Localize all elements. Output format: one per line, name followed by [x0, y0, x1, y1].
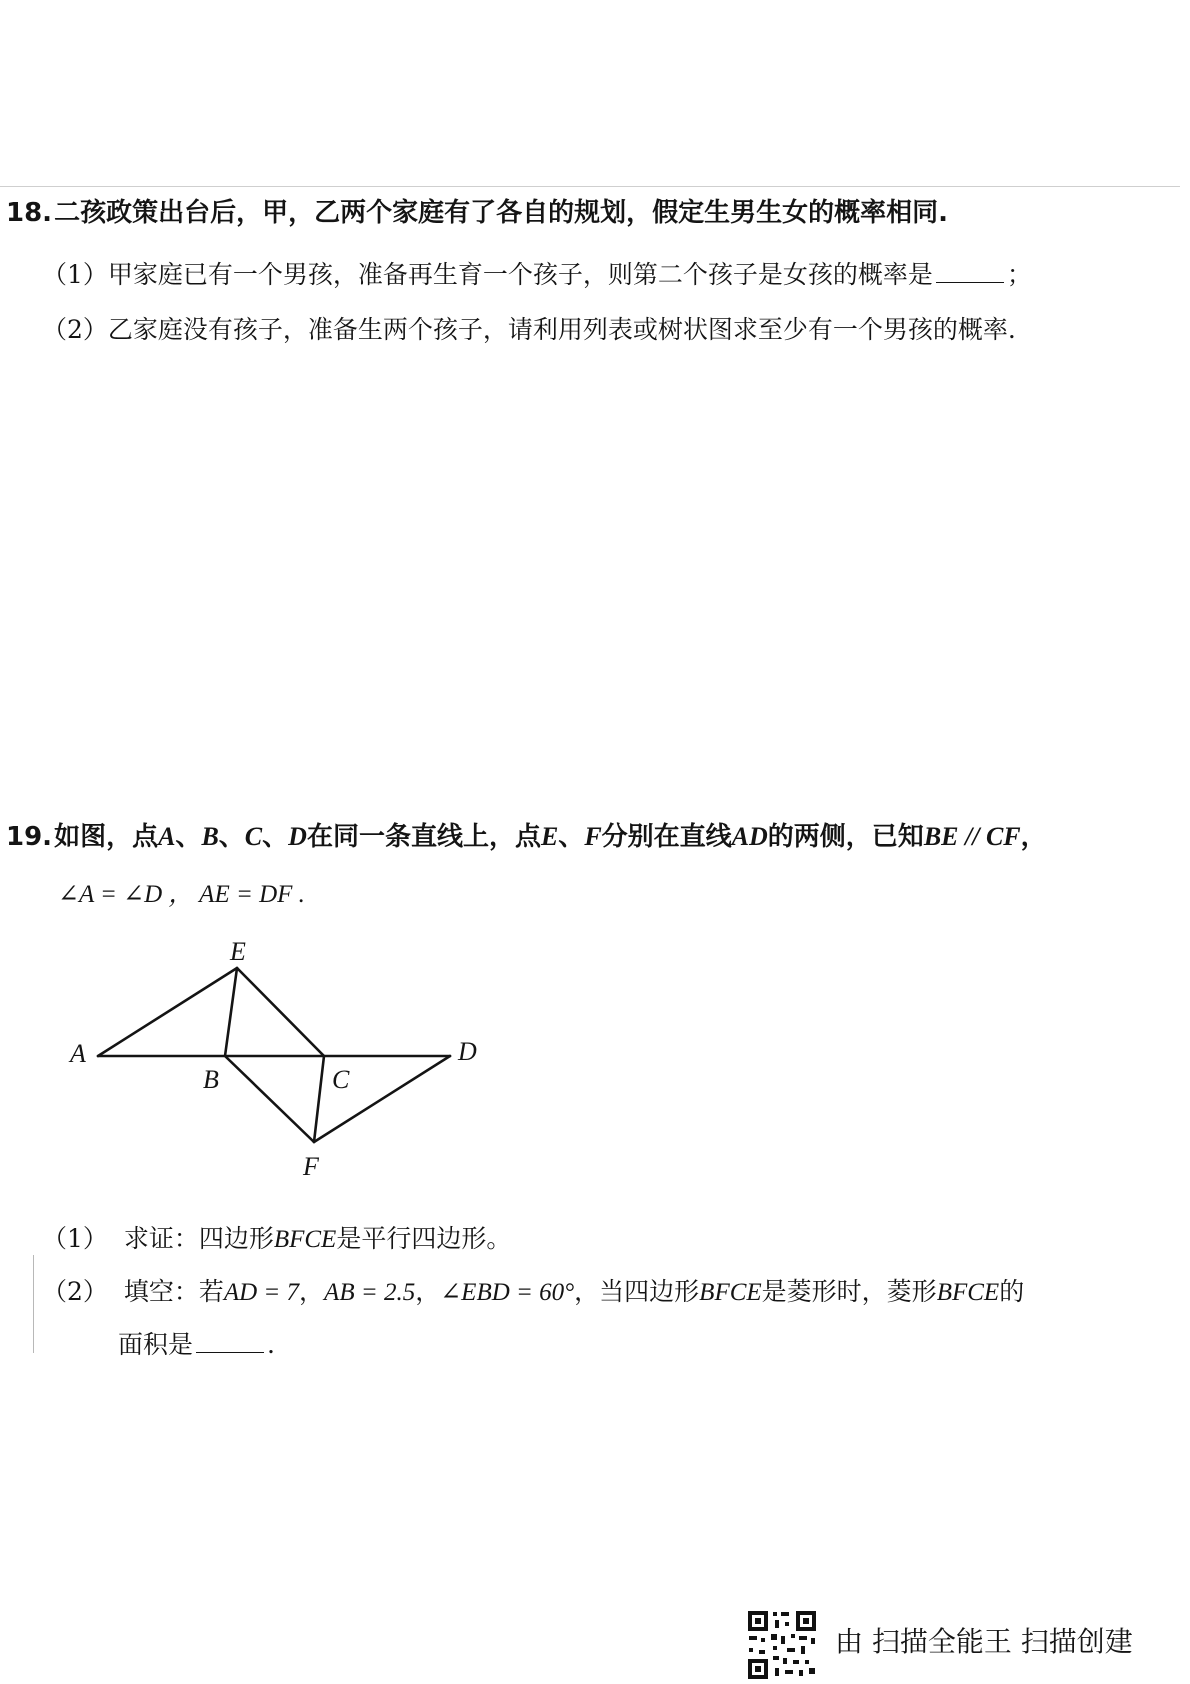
q19-comma: ，: [299, 1277, 325, 1306]
q18-part1-blank: [936, 258, 1004, 283]
q19-point-e: E: [540, 822, 559, 851]
q19-stem-c: 分别在直线: [601, 822, 732, 852]
q19-part1-label: （1）: [42, 1224, 108, 1253]
q19-line-ad: AD: [731, 822, 768, 851]
q19-part1: [42, 1222, 511, 1257]
q19-part2: [42, 1275, 1024, 1310]
scanner-watermark: 由 扫描全能王 扫描创建: [835, 1625, 1133, 1658]
q19-parallel: BE // CF: [923, 822, 1021, 851]
q19-part2-text-d: 的: [999, 1277, 1025, 1306]
q18-part1-label: （1）: [42, 260, 108, 289]
q18-number: 18.: [6, 198, 53, 228]
q19-part1-text-a: 求证：四边形: [123, 1224, 274, 1253]
margin-bar: [33, 1255, 34, 1353]
q19-stem-a: 如图，点: [54, 822, 159, 852]
q19-point-c: C: [244, 822, 263, 851]
q18-part2: [42, 313, 1016, 347]
q19-part2-end: .: [267, 1330, 275, 1359]
q19-number: 19.: [6, 822, 53, 852]
top-divider: [0, 186, 1180, 187]
segment-eb: [225, 968, 237, 1056]
segment-bf: [225, 1056, 314, 1142]
q19-part2-blank: [196, 1328, 264, 1353]
label-e: E: [230, 937, 246, 966]
q18-part2-label: （2）: [42, 315, 108, 344]
qr-code-icon: [746, 1609, 818, 1681]
q19-part2-area-text: 面积是: [118, 1330, 194, 1359]
label-d: D: [458, 1037, 477, 1066]
q19-part1-text-b: 是平行四边形。: [336, 1224, 512, 1253]
q19-sep: 、: [218, 822, 245, 852]
q19-part1-math: BFCE: [273, 1226, 337, 1253]
q19-sep: 、: [175, 822, 202, 852]
q19-point-d: D: [288, 822, 307, 851]
q19-comma: ，: [415, 1277, 441, 1306]
q19-conditions: ∠A = ∠D ， AE = DF .: [58, 881, 305, 908]
q19-sep: 、: [262, 822, 289, 852]
q19-sep: 、: [558, 822, 585, 852]
q18-stem: [6, 196, 948, 230]
label-c: C: [332, 1065, 350, 1094]
q19-comma: ，: [1020, 822, 1047, 852]
q19-point-f: F: [584, 822, 602, 851]
q19-stem: [6, 820, 1047, 854]
q19-point-b: B: [201, 822, 219, 851]
geometry-figure: [60, 928, 500, 1188]
label-b: B: [203, 1065, 219, 1094]
q19-part2-text-a: 填空：若: [123, 1277, 224, 1306]
q18-part1-end: ；: [1006, 260, 1032, 289]
q19-part2-label: （2）: [42, 1277, 108, 1306]
q19-stem-b: 在同一条直线上，点: [306, 822, 541, 852]
q19-point-a: A: [158, 822, 176, 851]
q19-part2-m4: BFCE: [699, 1279, 762, 1306]
q18-stem-text: 二孩政策出台后，甲，乙两个家庭有了各自的规划，假定生男生女的概率相同.: [54, 198, 948, 228]
q19-stem-d: 的两侧，已知: [767, 822, 924, 852]
segment-ae: [98, 968, 237, 1056]
label-f: F: [303, 1152, 319, 1181]
segment-ec: [237, 968, 324, 1056]
q19-part2-m1: AD = 7: [223, 1279, 300, 1306]
q19-part2-text-b: ，当四边形: [574, 1277, 700, 1306]
q18-part1: [42, 258, 1032, 292]
label-a: A: [70, 1039, 86, 1068]
q19-part2-m3: ∠EBD = 60°: [440, 1279, 575, 1306]
q19-part2-text-c: 是菱形时，菱形: [761, 1277, 937, 1306]
q19-part2-m2: AB = 2.5: [324, 1279, 416, 1306]
q18-part2-text: 乙家庭没有孩子，准备生两个孩子，请利用列表或树状图求至少有一个男孩的概率.: [107, 315, 1016, 344]
segment-cf: [314, 1056, 324, 1142]
q19-part2-line2: [118, 1328, 275, 1362]
q19-part2-m5: BFCE: [936, 1279, 1000, 1306]
q18-part1-text: 甲家庭已有一个男孩，准备再生育一个孩子，则第二个孩子是女孩的概率是: [107, 260, 933, 289]
